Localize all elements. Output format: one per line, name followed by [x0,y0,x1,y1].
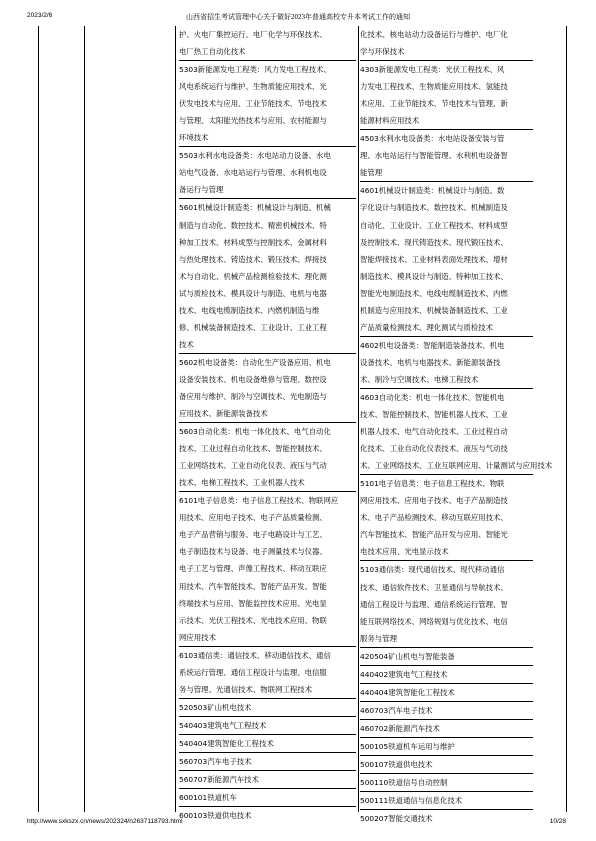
table-cell [360,701,533,719]
cell-text-line: 系统运行管理、通信工程设计与监理、电信服 [179,667,327,677]
cell-text-line: 540403建筑电气工程技术 [179,720,267,730]
cell-text-line: 应用技术、新能源装备技术 [179,409,268,419]
table-cell [179,422,356,491]
cell-text-line: 560707新能源汽车技术 [179,775,259,785]
cell-text-line: 电子制造技术与设备、电子测量技术与仪器、 [179,547,327,557]
cell-text-line: 智能光电制造技术、电线电缆制造技术、内燃 [360,288,508,298]
cell-text-line: 技术、电梯工程技术、工业机器人技术 [179,478,305,488]
table-cell [179,716,356,734]
cell-text-line: 设备安装技术、机电设备维修与管理、数控设 [179,374,327,384]
cell-text-line: 术与自动化、机械产品检测检验技术、理化测 [179,271,327,281]
table-cell [360,809,533,827]
cell-text-line: 设备技术、电机与电器技术、新能源装备技 [360,357,501,367]
cell-text-line: 560703汽车电子技术 [179,756,252,766]
table-cell [179,806,356,824]
cell-text-line: 4503水利水电设备类：水电站设备安装与管 [360,134,505,144]
table-cell [179,752,356,770]
cell-text-line: 汽车智能技术、智能产品开发与应用、智能光 [360,530,508,540]
cell-text-line: 环境技术 [179,133,209,143]
cell-text-line: 电子工艺与管理、声像工程技术、移动互联应 [179,564,327,574]
cell-text-line: 500111铁道通信与信息化技术 [360,796,463,806]
cell-text-line: 工业网络技术、工业自动化仪表、液压与气动 [179,461,327,471]
cell-text-line: 电技术应用、光电显示技术 [360,547,449,557]
cell-text-line: 电厂热工自动化技术 [179,47,246,57]
page-number: 10/28 [549,818,566,825]
cell-text-line: 4303新能源发电工程类：光伏工程技术、风 [360,65,505,75]
cell-text-line: 420504矿山机电与智能装备 [360,651,455,661]
cell-text-line: 术、工业网络技术、工业互联网应用、计量测试与应用技术 [360,461,553,471]
cell-text-line: 540404建筑智能化工程技术 [179,738,274,748]
cell-text-line: 通信工程设计与监理、通信系统运行管理、智 [360,599,508,609]
table-cell [360,683,533,701]
cell-text-line: 护、火电厂集控运行、电厂化学与环保技术、 [179,30,327,39]
cell-text-line: 自动化、工业设计、工业工程技术、材料成型 [360,220,508,230]
table-cell [179,698,356,716]
cell-text-line: 技术、通信软件技术、卫星通信与导航技术、 [360,582,508,592]
table-border-right [566,26,567,812]
table-cell [179,353,356,422]
cell-text-line: 制造技术、模具设计与制造、特种加工技术、 [360,271,508,281]
cell-text-line: 460703汽车电子技术 [360,705,433,715]
cell-text-line: 500107铁道供电技术 [360,759,433,769]
table-cell [360,665,533,683]
page-url: http://www.sxkszx.cn/news/202324/n2637118793.html [27,818,183,825]
cell-text-line: 智能焊接技术、工业材料表面处理技术、增材 [360,254,508,264]
cell-text-line: 网应用技术、应用电子技术、电子产品制造技 [360,496,508,506]
table-divider-3 [358,26,359,812]
cell-text-line: 能管理 [360,168,383,178]
cell-text-line: 5103通信类：现代通信技术、现代移动通信 [360,565,505,575]
table-cell [360,26,533,60]
cell-text-line: 4602机电设备类：智能制造装备技术、机电 [360,340,505,350]
table-cell [360,791,533,809]
cell-text-line: 440404建筑智能化工程技术 [360,687,455,697]
cell-text-line: 电子产品营销与服务、电子电路设计与工艺、 [179,530,327,540]
cell-text-line: 与管理、太阳能光热技术与应用、农村能源与 [179,116,327,126]
cell-text-line: 理、水电站运行与智能管理、水利机电设备智 [360,151,508,161]
table-cell [179,734,356,752]
table-cell [360,773,533,791]
cell-text-line: 种加工技术、材料成型与控制技术、金属材料 [179,237,327,247]
cell-text-line: 能源材料应用技术 [360,116,420,126]
cell-text-line: 500110铁道信号自动控制 [360,778,448,788]
table-cell [179,491,356,645]
cell-text-line: 务与管理、光通信技术、物联网工程技术 [179,684,313,694]
cell-text-line: 6101电子信息类：电子信息工程技术、物联网应 [179,496,339,506]
cell-text-line: 制造与自动化、数控技术、精密机械技术、特 [179,220,327,230]
cell-text-line: 460702新能源汽车技术 [360,723,440,733]
cell-text-line: 与热处理技术、铸造技术、锻压技术、焊接技 [179,254,327,264]
cell-text-line: 化技术、工业自动化仪表技术、液压与气动技 [360,444,508,454]
table-cell [360,647,533,665]
table-cell [179,60,356,146]
table-cell [179,788,356,806]
cell-text-line: 及控制技术、现代铸造技术、现代锻压技术、 [360,237,508,247]
cell-text-line: 备运行与管理 [179,185,224,195]
table-cell [179,770,356,788]
cell-text-line: 5603自动化类：机电一体化技术、电气自动化 [179,427,331,437]
cell-text-line: 学与环保技术 [360,47,405,57]
cell-text-line: 备应用与维护、制冷与空调技术、光电制造与 [179,391,327,401]
table-cell [360,60,533,129]
table-cell [360,737,533,755]
cell-text-line: 440402建筑电气工程技术 [360,669,448,679]
table-cell [360,388,553,474]
vocational-major-column [179,26,356,821]
cell-text-line: 机制造与应用技术、机械装备制造技术、工业 [360,305,508,315]
cell-text-line: 技术 [179,339,194,349]
cell-text-line: 技术、工业过程自动化技术、智能控制技术、 [179,444,327,454]
table-cell [360,560,533,646]
table-cell [179,198,356,352]
cell-text-line: 服务与管理 [360,633,397,643]
table-border-left [38,26,39,812]
cell-text-line: 字化设计与制造技术、数控技术、机械制造及 [360,203,508,213]
cell-text-line: 机器人技术、电气自动化技术、工业过程自动 [360,427,508,437]
cell-text-line: 能互联网络技术、网络规划与优化技术、电信 [360,616,508,626]
page-header-title: 山西省招生考试管理中心关于做好2023年普通高校专升本考试工作的通知 [186,13,410,21]
table-divider-1 [84,26,85,812]
cell-text-line: 产品质量检测技术、理化测试与质检技术 [360,322,494,332]
cell-text-line: 伏发电技术与应用、工业节能技术、节电技术 [179,99,327,109]
table-cell [360,181,533,335]
cell-text-line: 化技术、核电站动力设备运行与维护、电厂化 [360,30,508,39]
cell-text-line: 试与质检技术、模具设计与制造、电机与电器 [179,288,327,298]
table-cell [360,755,533,773]
table-cell [360,719,533,737]
cell-text-line: 术应用、工业节能技术、节电技术与管理、新 [360,99,508,109]
cell-text-line: 500207智能交通技术 [360,814,433,824]
cell-text-line: 4603自动化类：机电一体化技术、智能机电 [360,392,505,402]
cell-text-line: 520503矿山机电技术 [179,702,252,712]
cell-text-line: 4601机械设计制造类：机械设计与制造、数 [360,186,505,196]
cell-text-line: 5601机械设计制造类：机械设计与制造、机械 [179,203,331,213]
cell-text-line: 终端技术与应用、智能监控技术应用、光电显 [179,598,327,608]
cell-text-line: 站电气设备、水电站运行与管理、水利机电设 [179,168,327,178]
cell-text-line: 网应用技术 [179,632,216,642]
cell-text-line: 技术、智能控制技术、智能机器人技术、工业 [360,410,508,420]
cell-text-line: 600101铁道机车 [179,793,237,803]
cell-text-line: 用技术、汽车智能技术、智能产品开发、智能 [179,581,327,591]
table-cell [360,474,533,560]
cell-text-line: 技术、电线电缆制造技术、内燃机制造与维 [179,305,320,315]
cell-text-line: 力发电工程技术、生物质能应用技术、氢能技 [360,82,508,92]
table-cell [179,26,356,60]
cell-text-line: 风电系统运行与维护、生物质能应用技术、光 [179,82,327,92]
table-cell [179,646,356,698]
table-divider-2 [175,26,176,812]
print-date: 2023/2/6 [27,12,53,19]
cell-text-line: 500105铁道机车运用与维护 [360,741,455,751]
table-cell [360,129,533,181]
cell-text-line: 修、机械装备制造技术、工业设计、工业工程 [179,322,327,332]
cell-text-line: 5602机电设备类：自动化生产设备应用、机电 [179,357,331,367]
cell-text-line: 6103通信类：通信技术、移动通信技术、通信 [179,650,331,660]
cell-text-line: 5303新能源发电工程类：风力发电工程技术、 [179,65,331,75]
cell-text-line: 5101电子信息类：电子信息工程技术、物联 [360,479,505,489]
cell-text-line: 用技术、应用电子技术、电子产品质量检测、 [179,513,327,523]
undergraduate-major-column [360,26,553,824]
table-cell [179,146,356,198]
cell-text-line: 术、电子产品检测技术、移动互联应用技术、 [360,513,508,523]
cell-text-line: 600103铁道供电技术 [179,811,252,821]
cell-text-line: 示技术、光伏工程技术、光电技术应用、物联 [179,615,327,625]
table-cell [360,336,533,388]
cell-text-line: 5503水利水电设备类：水电站动力设备、水电 [179,151,331,161]
cell-text-line: 术、制冷与空调技术、电梯工程技术 [360,374,479,384]
